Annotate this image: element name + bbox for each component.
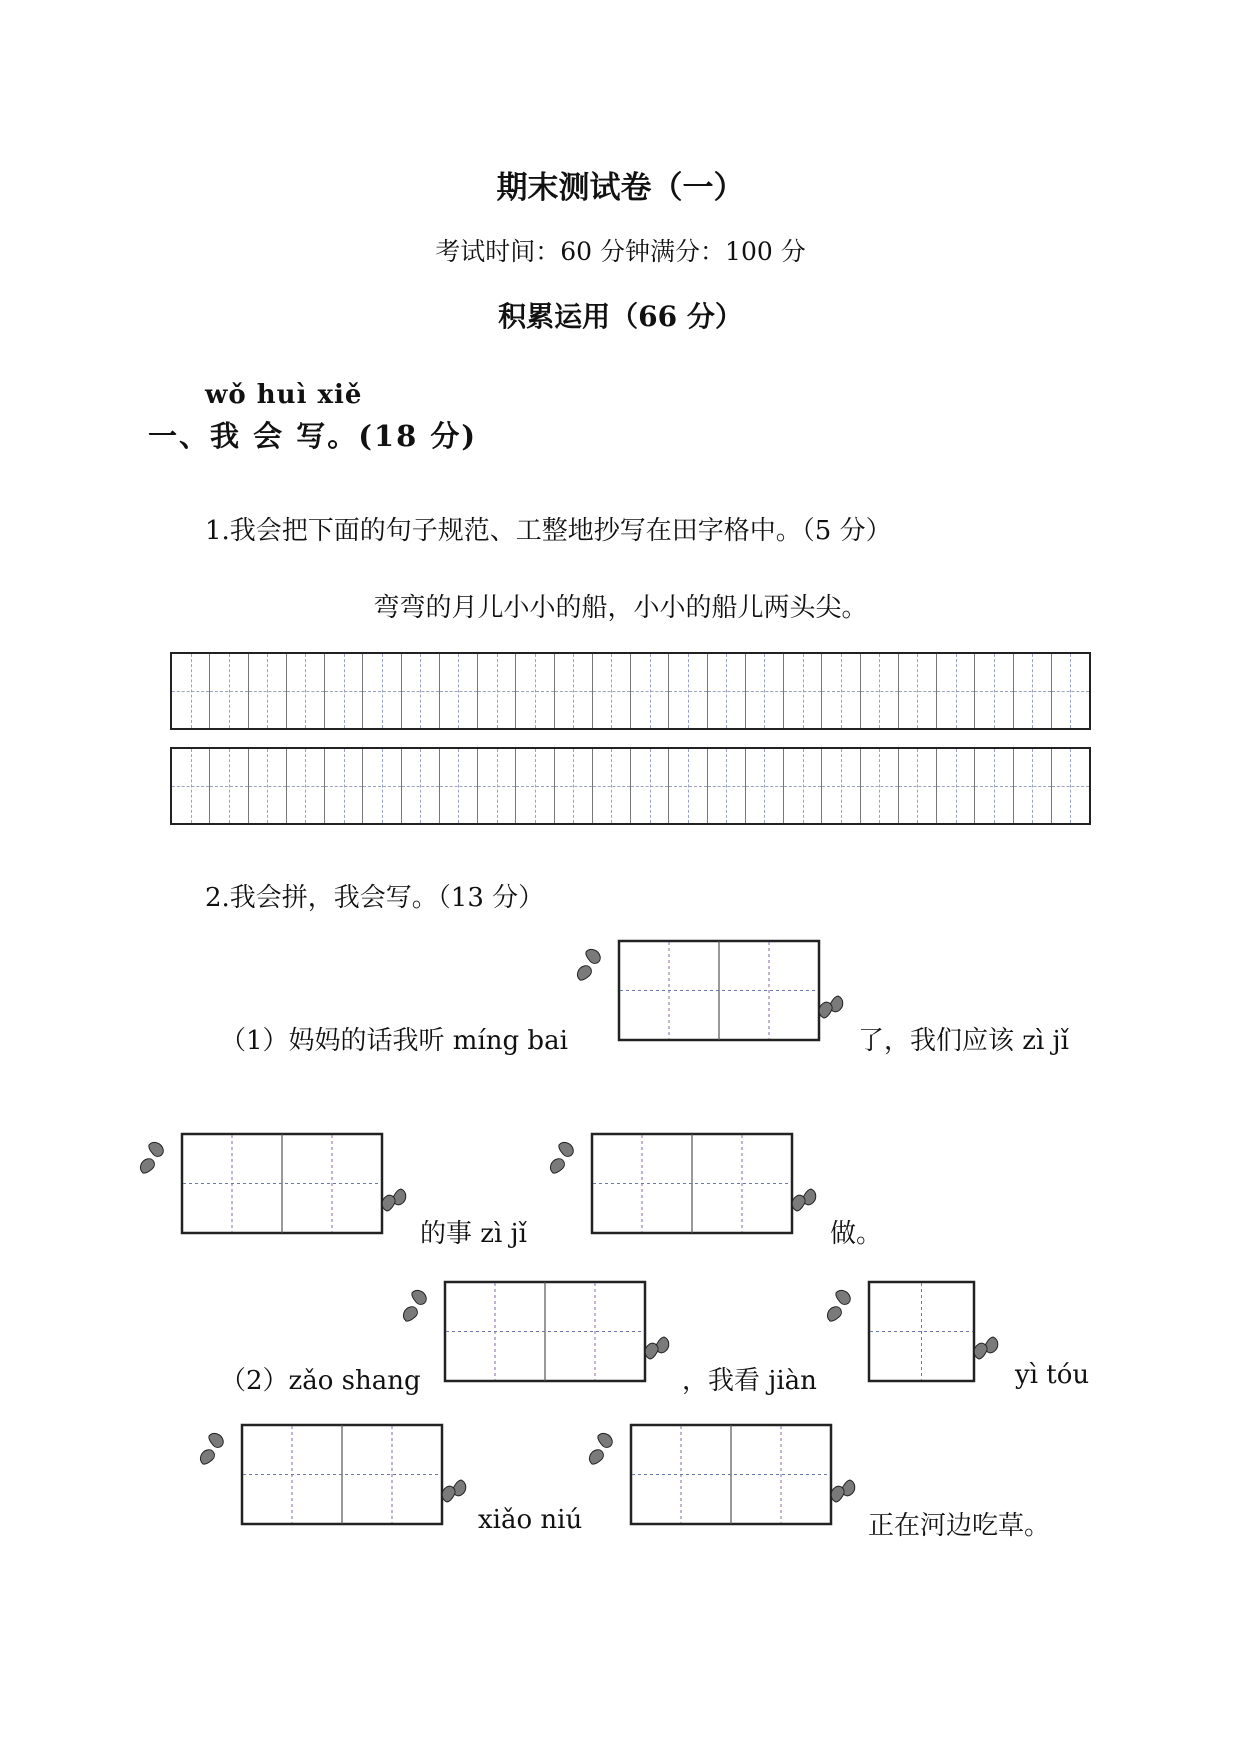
q1-sentence: 弯弯的月儿小小的船，小小的船儿两头尖。	[373, 593, 868, 623]
tianzige-cell[interactable]	[477, 749, 515, 823]
tianzige-cell[interactable]	[783, 654, 821, 728]
drop-icon	[197, 1447, 216, 1465]
tianzige-cell[interactable]	[974, 749, 1012, 823]
q2-s1-text-a: （1）妈妈的话我听 míng bai	[220, 1026, 568, 1056]
page-title: 期末测试卷（一）	[496, 170, 745, 206]
drop-icon	[147, 1139, 165, 1158]
tianzige-cell[interactable]	[707, 654, 745, 728]
q2-s2-text-a: （2）zǎo shang	[220, 1366, 421, 1396]
drop-icon	[824, 1304, 843, 1322]
tianzige-cell[interactable]	[707, 749, 745, 823]
drop-icon	[207, 1430, 225, 1449]
q2-s2-text-d: xiǎo niú	[478, 1505, 583, 1535]
tianzige-cell[interactable]	[554, 654, 592, 728]
tianzige-cell[interactable]	[821, 749, 859, 823]
drop-icon	[547, 1156, 566, 1174]
tianzige-cell[interactable]	[592, 654, 630, 728]
drop-icon	[410, 1287, 428, 1306]
tianzige-cell[interactable]	[974, 654, 1012, 728]
tianzige-cell[interactable]	[209, 749, 247, 823]
tianzige-cell[interactable]	[668, 749, 706, 823]
tianzige-cell[interactable]	[362, 749, 400, 823]
tianzige-cell[interactable]	[898, 654, 936, 728]
tianzige-cell[interactable]	[936, 654, 974, 728]
q2-s2-text-e: 正在河边吃草。	[868, 1511, 1051, 1541]
tianzige-cell[interactable]	[477, 654, 515, 728]
drop-icon	[557, 1139, 575, 1158]
drop-icon	[574, 963, 593, 981]
answer-box-zi-ji-1[interactable]	[181, 1133, 383, 1234]
tianzige-cell[interactable]	[515, 749, 553, 823]
q1-label: 1.我会把下面的句子规范、工整地抄写在田字格中。（5 分）	[205, 516, 892, 546]
tianzige-cell[interactable]	[362, 654, 400, 728]
tianzige-cell[interactable]	[592, 749, 630, 823]
tianzige-cell[interactable]	[172, 749, 209, 823]
tianzige-row-2[interactable]	[170, 747, 1091, 825]
answer-box-jian[interactable]	[868, 1281, 975, 1382]
tianzige-cell[interactable]	[248, 749, 286, 823]
tianzige-cell[interactable]	[898, 749, 936, 823]
tianzige-cell[interactable]	[745, 749, 783, 823]
answer-box-ming-bai[interactable]	[618, 940, 820, 1041]
tianzige-cell[interactable]	[248, 654, 286, 728]
tianzige-cell[interactable]	[324, 749, 362, 823]
tianzige-cell[interactable]	[668, 654, 706, 728]
tianzige-cell[interactable]	[745, 654, 783, 728]
answer-box-zi-ji-2[interactable]	[591, 1133, 793, 1234]
tianzige-cell[interactable]	[936, 749, 974, 823]
q2-s2-text-b: ，我看 jiàn	[682, 1366, 817, 1396]
drop-icon	[584, 946, 602, 965]
tianzige-cell[interactable]	[1051, 749, 1089, 823]
tianzige-cell[interactable]	[1013, 654, 1051, 728]
answer-box-yi-tou[interactable]	[241, 1424, 443, 1525]
part1-pinyin: wǒ huì xiě	[205, 380, 363, 410]
tianzige-cell[interactable]	[401, 749, 439, 823]
tianzige-cell[interactable]	[554, 749, 592, 823]
tianzige-cell[interactable]	[860, 749, 898, 823]
tianzige-cell[interactable]	[860, 654, 898, 728]
tianzige-cell[interactable]	[401, 654, 439, 728]
q2-label: 2.我会拼，我会写。（13 分）	[205, 883, 545, 913]
drop-icon	[586, 1447, 605, 1465]
drop-icon	[137, 1156, 156, 1174]
drop-icon	[400, 1304, 419, 1322]
tianzige-cell[interactable]	[630, 654, 668, 728]
q2-s2-text-c: yì tóu	[1015, 1360, 1090, 1390]
exam-info: 考试时间：60 分钟满分：100 分	[435, 237, 806, 266]
tianzige-cell[interactable]	[172, 654, 209, 728]
tianzige-cell[interactable]	[1051, 654, 1089, 728]
answer-box-xiao-niu[interactable]	[630, 1424, 832, 1525]
tianzige-cell[interactable]	[439, 749, 477, 823]
tianzige-cell[interactable]	[324, 654, 362, 728]
q2-s1-text-d: 做。	[830, 1219, 883, 1249]
part1-heading: 一、我 会 写。(18 分)	[148, 419, 478, 453]
tianzige-cell[interactable]	[1013, 749, 1051, 823]
tianzige-cell[interactable]	[286, 749, 324, 823]
drop-icon	[596, 1430, 614, 1449]
tianzige-cell[interactable]	[515, 654, 553, 728]
tianzige-cell[interactable]	[821, 654, 859, 728]
tianzige-row-1[interactable]	[170, 652, 1091, 730]
q2-s1-text-b: 了，我们应该 zì jǐ	[858, 1026, 1069, 1056]
tianzige-cell[interactable]	[286, 654, 324, 728]
q2-s1-text-c: 的事 zì jǐ	[420, 1219, 527, 1249]
drop-icon	[834, 1287, 852, 1306]
section-title: 积累运用（66 分）	[498, 300, 743, 333]
tianzige-cell[interactable]	[783, 749, 821, 823]
tianzige-cell[interactable]	[630, 749, 668, 823]
tianzige-cell[interactable]	[439, 654, 477, 728]
answer-box-zao-shang[interactable]	[444, 1281, 646, 1382]
tianzige-cell[interactable]	[209, 654, 247, 728]
